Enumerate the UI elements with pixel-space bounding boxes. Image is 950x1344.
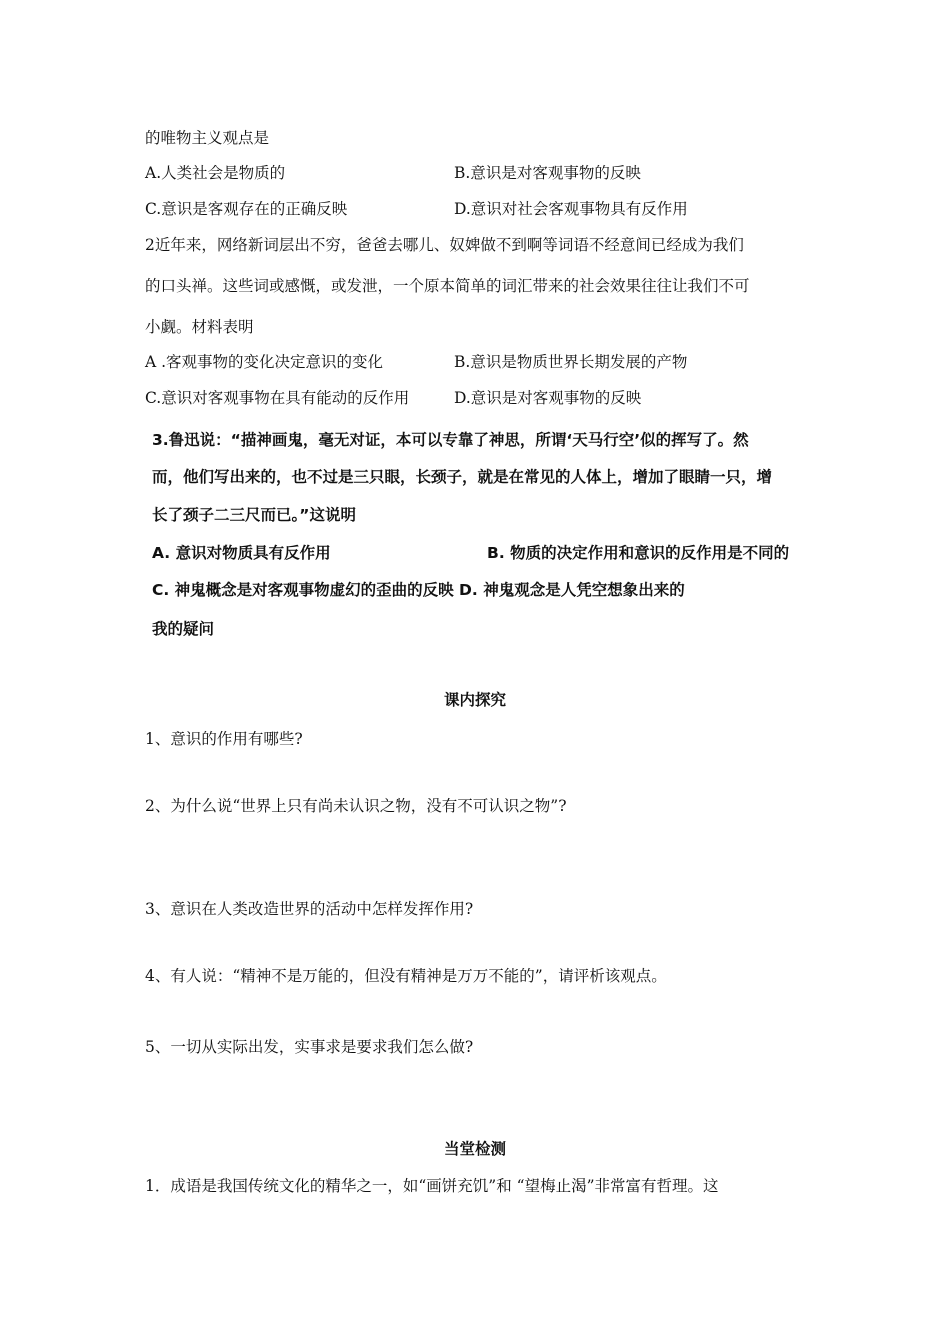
question-stem-tail: 的唯物主义观点是 [145,129,270,147]
explore-question: 2、为什么说“世界上只有尚未认识之物，没有不可认识之物”? [145,797,567,815]
option-b: B.意识是物质世界长期发展的产物 [454,353,688,371]
question-2-stem-line: 2近年来，网络新词层出不穷，爸爸去哪儿、奴婢做不到啊等词语不经意间已经成为我们 [145,236,744,254]
question-2-stem-line: 小觑。材料表明 [145,318,254,336]
option-c: C.意识对客观事物在具有能动的反作用 [145,389,410,407]
explore-question: 4、有人说：“精神不是万能的，但没有精神是万万不能的”，请评析该观点。 [145,967,667,985]
explore-question: 3、意识在人类改造世界的活动中怎样发挥作用? [145,900,474,918]
check-question-1: 1．成语是我国传统文化的精华之一，如“画饼充饥”和 “望梅止渴”非常富有哲理。这 [145,1177,719,1195]
section-title-explore: 课内探究 [443,691,506,709]
question-2-stem-line: 的口头禅。这些词或感慨，或发泄，一个原本简单的词汇带来的社会效果往往让我们不可 [145,277,750,295]
option-a: A .客观事物的变化决定意识的变化 [145,353,384,371]
section-title-check: 当堂检测 [443,1140,506,1158]
question-3-stem-line: 3.鲁迅说：“描神画鬼，毫无对证，本可以专靠了神思，所谓‘天马行空’似的挥写了。然 [152,431,749,449]
option-b: B.意识是对客观事物的反映 [454,164,641,182]
option-a: A.人类社会是物质的 [145,164,286,182]
option-d: D.意识是对客观事物的反映 [454,389,642,407]
explore-question: 5、一切从实际出发，实事求是要求我们怎么做? [145,1038,474,1056]
option-c: C.意识是客观存在的正确反映 [145,200,348,218]
option-d: D.意识对社会客观事物具有反作用 [454,200,688,218]
option-b: B. 物质的决定作用和意识的反作用是不同的 [487,544,790,562]
option-c-d: C. 神鬼概念是对客观事物虚幻的歪曲的反映 D. 神鬼观念是人凭空想象出来的 [152,581,685,599]
my-questions-heading: 我的疑问 [152,620,215,638]
question-3-stem-line: 而，他们写出来的，也不过是三只眼，长颈子，就是在常见的人体上，增加了眼睛一只，增 [152,468,773,486]
option-a: A. 意识对物质具有反作用 [152,544,331,562]
explore-question: 1、意识的作用有哪些? [145,730,303,748]
question-3-stem-line: 长了颈子二三尺而已。”这说明 [152,506,356,524]
